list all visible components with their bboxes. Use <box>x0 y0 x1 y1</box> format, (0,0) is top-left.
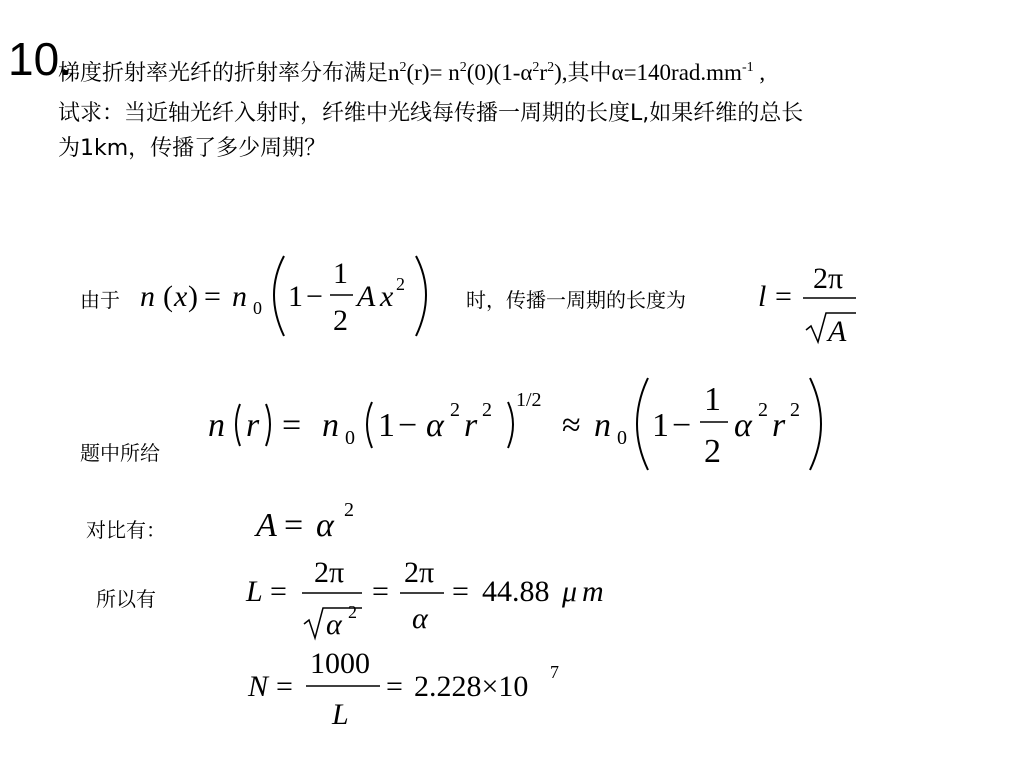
svg-text:0: 0 <box>253 298 262 318</box>
equation-given-profile <box>208 378 821 470</box>
problem-line-2: 试求：当近轴光纤入射时，纤维中光线每传播一周期的长度L,如果纤维的总长 <box>58 101 804 126</box>
svg-text:n: n <box>208 407 225 444</box>
svg-text:2: 2 <box>450 399 460 421</box>
svg-text:n: n <box>232 280 247 313</box>
svg-text:m: m <box>582 575 604 608</box>
equation-compare <box>254 499 354 544</box>
svg-text:2: 2 <box>790 399 800 421</box>
svg-text:): ) <box>188 280 198 313</box>
svg-text:A: A <box>256 507 277 544</box>
svg-text:A: A <box>828 315 847 348</box>
svg-text:x: x <box>174 280 188 313</box>
svg-text:α: α <box>426 407 444 444</box>
svg-text:l: l <box>758 280 767 313</box>
svg-text:1/2: 1/2 <box>516 389 542 411</box>
svg-text:μ: μ <box>562 575 578 608</box>
svg-text:≈: ≈ <box>562 407 581 444</box>
svg-text:7: 7 <box>550 662 559 682</box>
svg-text:=: = <box>386 670 403 703</box>
problem-text-2: 其中 <box>567 61 612 86</box>
svg-text:−: − <box>672 407 692 444</box>
svg-text:n: n <box>322 407 339 444</box>
svg-text:L: L <box>246 575 263 608</box>
svg-text:2π: 2π <box>813 262 844 295</box>
problem-text: 梯度折射率光纤的折射率分布满足 <box>58 61 389 86</box>
svg-text:=: = <box>372 575 389 608</box>
formula-text: $n^2(r)= n^2(0)(1-\alpha^2r^2)$, <box>388 60 568 85</box>
equation-period-length <box>758 262 856 348</box>
svg-text:2: 2 <box>482 399 492 421</box>
label-compare: 对比有： <box>86 518 166 542</box>
svg-text:1: 1 <box>652 407 669 444</box>
svg-text:n: n <box>594 407 611 444</box>
svg-text:2.228×10: 2.228×10 <box>414 670 529 703</box>
svg-text:=: = <box>282 407 302 444</box>
svg-text:−: − <box>398 407 418 444</box>
svg-text:α: α <box>316 507 334 544</box>
svg-text:=: = <box>204 280 221 313</box>
svg-text:44.88: 44.88 <box>482 575 550 608</box>
label-therefore: 所以有 <box>96 587 156 611</box>
label-since: 由于 <box>80 288 120 312</box>
svg-text:1: 1 <box>378 407 395 444</box>
svg-text:1: 1 <box>704 381 721 418</box>
svg-text:N: N <box>248 670 269 703</box>
svg-text:2: 2 <box>758 399 768 421</box>
svg-text:A: A <box>357 280 376 313</box>
label-when: 时，传播一周期的长度为 <box>466 288 686 312</box>
svg-text:=: = <box>276 670 293 703</box>
svg-text:2π: 2π <box>314 556 345 589</box>
svg-text:2: 2 <box>344 499 354 521</box>
svg-text:α: α <box>326 608 342 641</box>
svg-text:α: α <box>734 407 752 444</box>
svg-text:r: r <box>246 407 260 444</box>
alpha-value: $\alpha=140rad.mm^{-1}$ , <box>611 60 766 85</box>
svg-text:=: = <box>284 507 304 544</box>
svg-text:2: 2 <box>396 274 405 294</box>
equation-period-count <box>247 647 559 731</box>
svg-text:r: r <box>464 407 478 444</box>
svg-text:r: r <box>772 407 786 444</box>
equation-length-result <box>245 556 604 641</box>
svg-text:2: 2 <box>348 602 357 622</box>
svg-text:L: L <box>332 698 349 731</box>
svg-text:1000: 1000 <box>310 647 370 680</box>
problem-line-3: 为1km，传播了多少周期？ <box>58 136 327 161</box>
svg-text:2: 2 <box>704 433 721 470</box>
problem-number: 10. <box>8 33 72 85</box>
svg-text:=: = <box>270 575 287 608</box>
svg-text:2π: 2π <box>404 556 435 589</box>
svg-text:α: α <box>412 602 428 635</box>
equation-refractive-profile <box>140 256 426 337</box>
svg-text:n: n <box>140 280 155 313</box>
svg-text:=: = <box>775 280 792 313</box>
svg-text:1: 1 <box>333 257 348 290</box>
svg-text:=: = <box>452 575 469 608</box>
svg-text:1: 1 <box>288 280 303 313</box>
svg-text:0: 0 <box>617 427 627 449</box>
svg-text:2: 2 <box>333 304 348 337</box>
svg-text:0: 0 <box>345 427 355 449</box>
svg-text:(: ( <box>163 280 173 313</box>
svg-text:x: x <box>380 280 394 313</box>
svg-text:−: − <box>306 280 323 313</box>
label-given: 题中所给 <box>80 441 160 465</box>
